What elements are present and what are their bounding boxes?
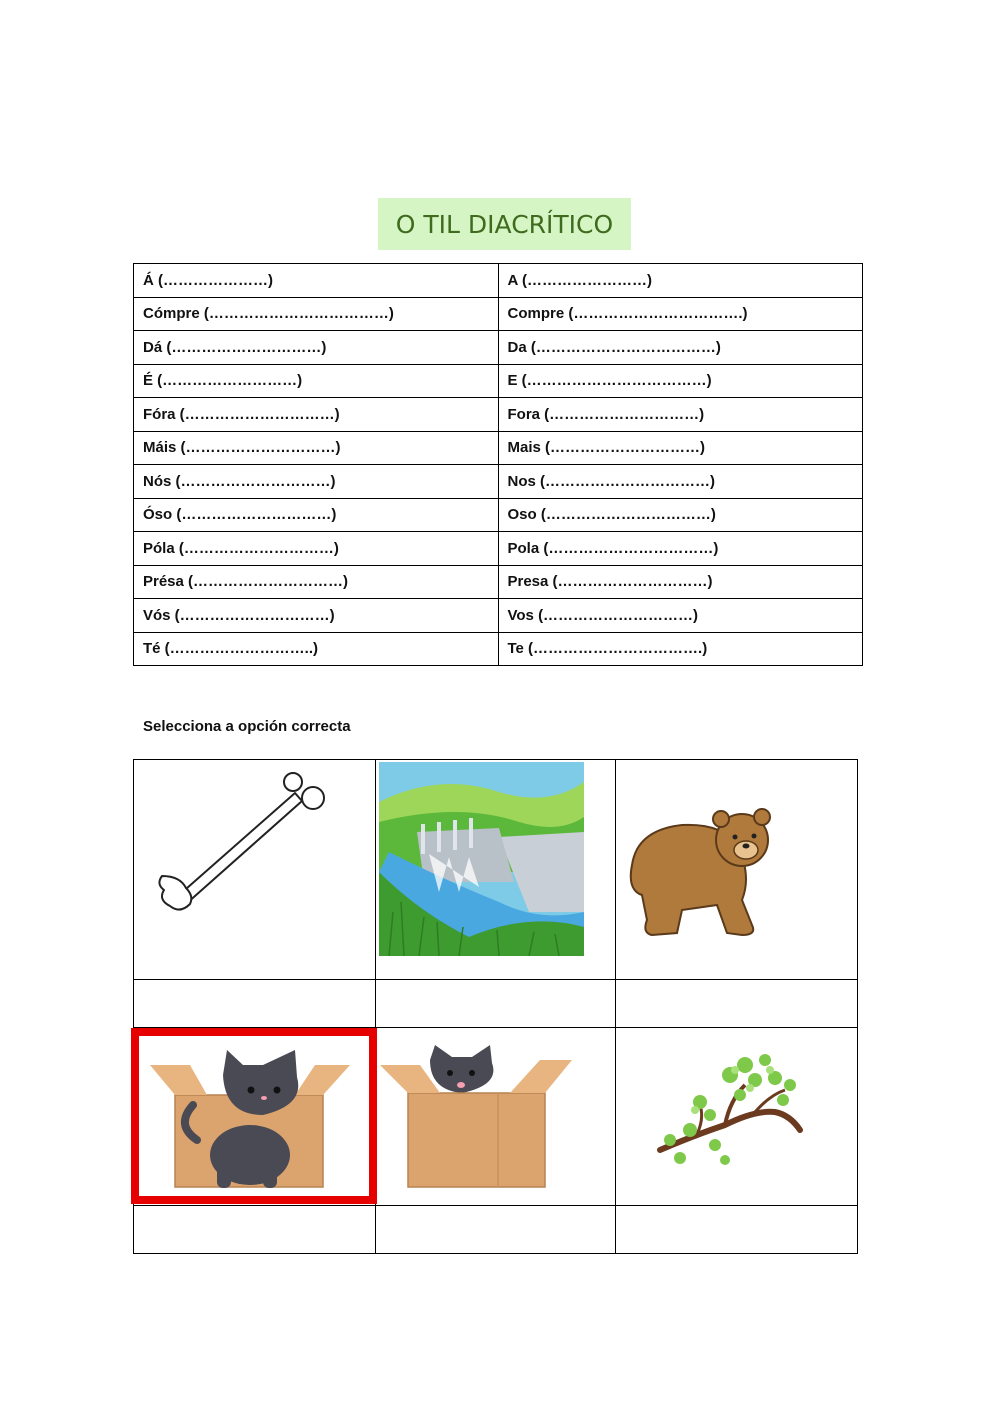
cat-in-box-image[interactable] (380, 1045, 575, 1190)
words-table (133, 263, 863, 666)
word-cell-right[interactable]: Oso (……………………………) (498, 498, 863, 532)
selected-answer-frame (131, 1028, 377, 1204)
title-box (378, 198, 631, 250)
word-cell-left[interactable]: Fóra (…………………………) (134, 398, 499, 432)
word-cell-left[interactable]: Présa (…………………………) (134, 565, 499, 599)
word-cell-left[interactable]: Póla (…………………………) (134, 532, 499, 566)
word-cell-left[interactable]: Dá (…………………………) (134, 331, 499, 365)
branch-image[interactable] (655, 1050, 803, 1178)
word-row (134, 431, 863, 465)
word-cell-left[interactable]: Té (………………………..) (134, 632, 499, 666)
word-row (134, 465, 863, 499)
word-cell-left[interactable]: Cómpre (………………………………) (134, 297, 499, 331)
word-cell-right[interactable]: Presa (…………………………) (498, 565, 863, 599)
word-row (134, 331, 863, 365)
word-cell-left[interactable]: Vós (…………………………) (134, 599, 499, 633)
word-cell-right[interactable]: Da (………………………………) (498, 331, 863, 365)
word-cell-right[interactable]: Nos (……………………………) (498, 465, 863, 499)
word-cell-right[interactable]: E (………………………………) (498, 364, 863, 398)
word-row (134, 632, 863, 666)
bone-image[interactable] (150, 768, 340, 918)
word-cell-left[interactable]: Óso (…………………………) (134, 498, 499, 532)
word-row (134, 297, 863, 331)
word-cell-right[interactable]: A (……………………) (498, 264, 863, 298)
word-row (134, 498, 863, 532)
word-cell-left[interactable]: Á (…………………) (134, 264, 499, 298)
answer-cell-4[interactable] (134, 1206, 375, 1253)
word-row (134, 264, 863, 298)
word-cell-left[interactable]: Nós (…………………………) (134, 465, 499, 499)
answer-cell-2[interactable] (376, 980, 615, 1027)
word-cell-right[interactable]: Compre (…………………………….) (498, 297, 863, 331)
bear-image[interactable] (622, 805, 777, 940)
answer-cell-6[interactable] (616, 1206, 857, 1253)
word-row (134, 398, 863, 432)
word-row (134, 532, 863, 566)
word-cell-right[interactable]: Vos (…………………………) (498, 599, 863, 633)
page-title: O TIL DIACRÍTICO (395, 209, 614, 239)
word-cell-right[interactable]: Te (…………………………….) (498, 632, 863, 666)
word-cell-right[interactable]: Pola (……………………………) (498, 532, 863, 566)
word-row (134, 364, 863, 398)
word-row (134, 565, 863, 599)
dam-image[interactable] (379, 762, 584, 956)
answer-cell-1[interactable] (134, 980, 375, 1027)
word-cell-left[interactable]: É (………………………) (134, 364, 499, 398)
word-cell-left[interactable]: Máis (…………………………) (134, 431, 499, 465)
word-cell-right[interactable]: Mais (…………………………) (498, 431, 863, 465)
word-cell-right[interactable]: Fora (…………………………) (498, 398, 863, 432)
answer-cell-3[interactable] (616, 980, 857, 1027)
word-row (134, 599, 863, 633)
answer-cell-5[interactable] (376, 1206, 615, 1253)
instruction: Selecciona a opción correcta (143, 718, 351, 735)
